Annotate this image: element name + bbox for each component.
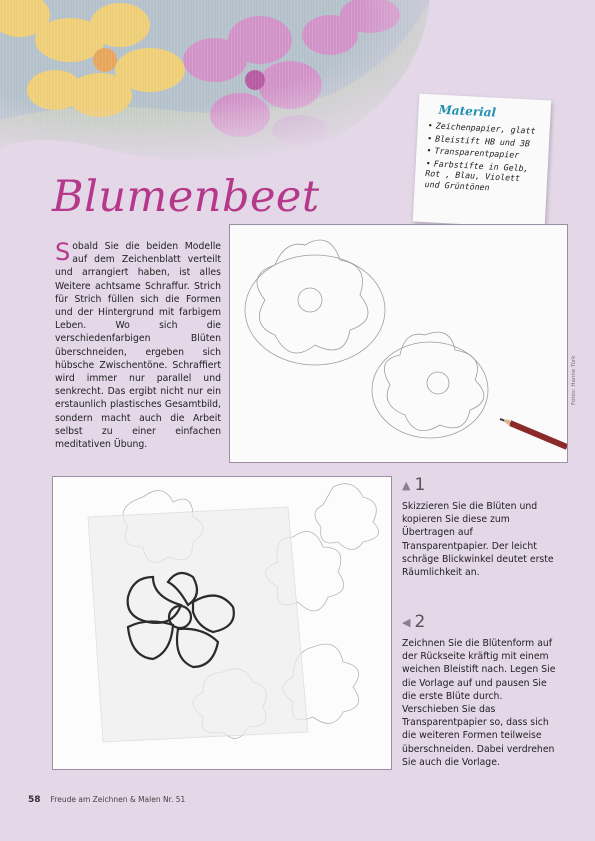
step-text: Zeichnen Sie die Blütenform auf der Rückseite kräftig mit einem weichen Bleistift nach. Legen Sie die Vorlage auf und pausen Sie die erste Blüte durch. Verschieben Sie das Transparentpapier so, dass sich die weiteren Formen teilweise überschneiden. Dabei verdrehen Sie auch die Vorlage. xyxy=(402,638,556,768)
sketch-drawing xyxy=(230,225,567,462)
intro-paragraph xyxy=(55,240,221,451)
photo-sketch-flowers xyxy=(229,224,568,463)
photo-credit: Fotos: Hanne Türk xyxy=(571,355,577,405)
drop-cap: S xyxy=(55,238,71,266)
page-number: 58 xyxy=(28,795,41,805)
arrow-left-icon: ◀ xyxy=(402,615,411,629)
material-list xyxy=(424,120,539,195)
material-heading: Material xyxy=(438,102,497,120)
step-text: Skizzieren Sie die Blüten und kopieren Sie diese zum Übertragen auf Transparentpapier. Der leicht schräge Blickwinkel deutet erste Räumlichkeit an. xyxy=(402,501,554,579)
intro-text: obald Sie die beiden Modelle auf dem Zeichenblatt verteilt und arrangiert haben, ist alles Weitere achtsame Schraffur. Strich für Strich füllen sich die Formen und der Hintergrund mit farbigem Leben. Wo sich die verschiedenfarbigen Blüten überschneiden, ergeben sich hübsche Zwischentöne. Schraffiert wird immer nur parallel und senkrecht. Das ergibt nicht nur ein erstaunlich plastisches Gesamtbild, sondern macht auch die Arbeit selbst zu einer einfachen meditativen Übung. xyxy=(55,241,221,451)
material-item: • Bleistift HB und 3B xyxy=(426,132,531,148)
hero-flower-illustration xyxy=(0,0,430,170)
material-note xyxy=(413,94,552,229)
page-footer xyxy=(28,795,185,805)
step-header xyxy=(402,612,562,632)
material-item: • Farbstifte in Gelb, Rot , Blau, Violett und Grüntönen xyxy=(424,157,529,192)
page-title: Blumenbeet xyxy=(52,172,320,222)
step-1 xyxy=(402,475,562,579)
arrow-up-icon: ▲ xyxy=(402,478,411,492)
step-2 xyxy=(402,612,562,769)
material-item: • Transparentpapier xyxy=(426,145,520,160)
tracing-drawing xyxy=(53,477,391,769)
publication-name: Freude am Zeichnen & Malen Nr. 51 xyxy=(50,795,186,804)
step-number: 1 xyxy=(414,475,426,495)
photo-tracing-paper xyxy=(52,476,392,770)
material-item: • Zeichenpapier, glatt xyxy=(427,120,536,136)
step-number: 2 xyxy=(414,612,426,632)
step-header xyxy=(402,475,562,495)
